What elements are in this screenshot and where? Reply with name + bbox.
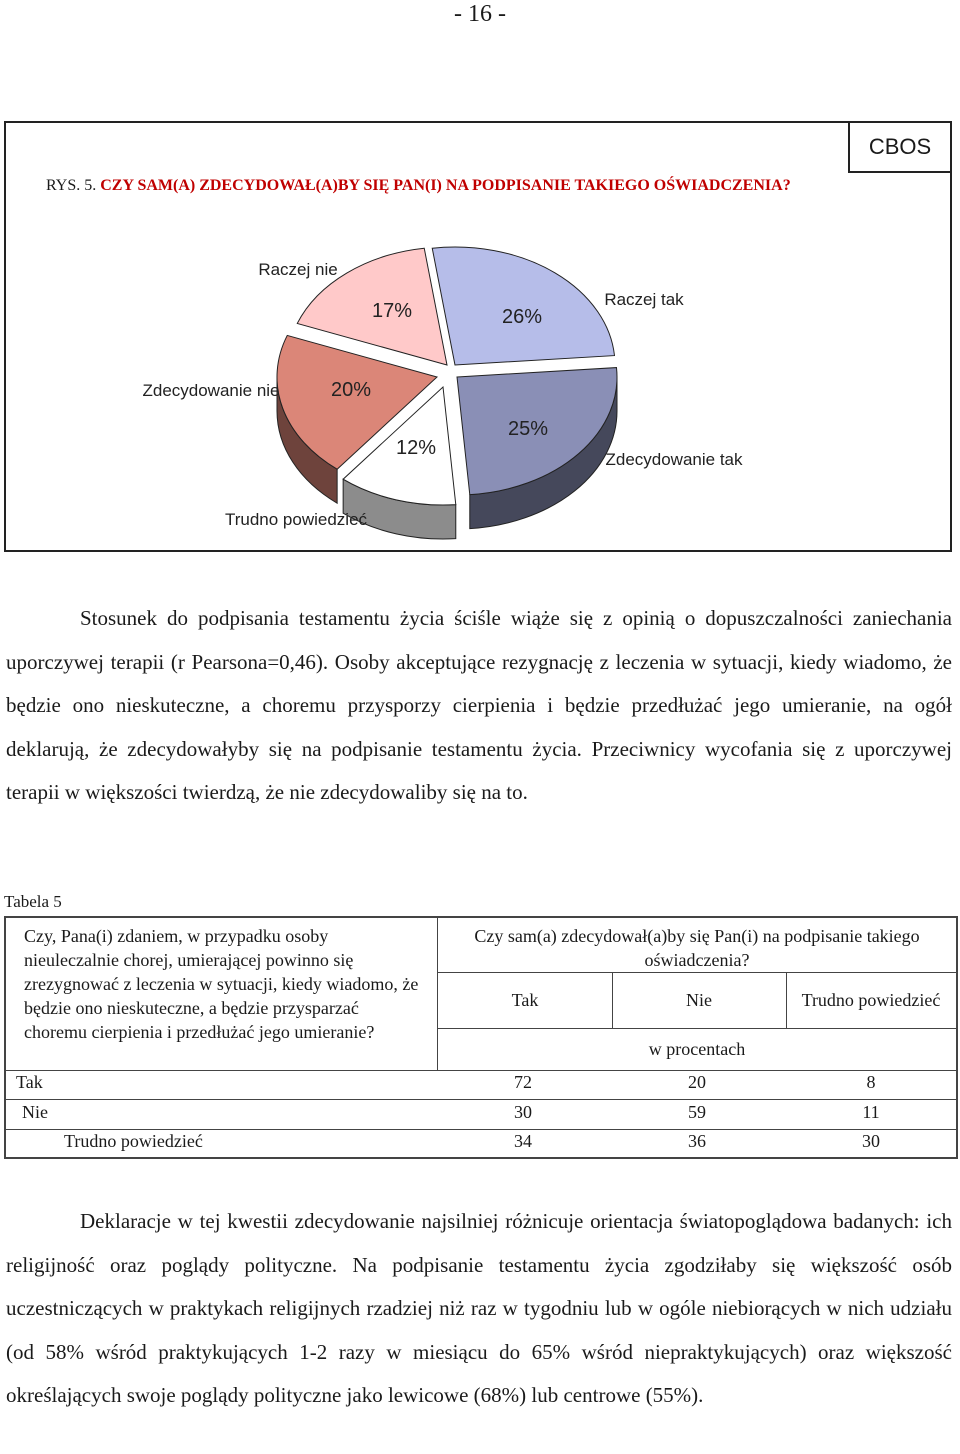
table-row: [6, 1129, 956, 1158]
pie-category-label: Raczej nie: [258, 260, 338, 279]
pie-category-label: Trudno powiedzieć: [224, 510, 368, 529]
figure-question: CZY SAM(A) ZDECYDOWAŁ(A)BY SIĘ PAN(I) NA PODPISANIE TAKIEGO OŚWIADCZENIA?: [100, 177, 791, 194]
row-label: Tak: [16, 1072, 43, 1092]
table-row: [6, 1100, 956, 1130]
table-row: [6, 1070, 956, 1100]
paragraph-1: Stosunek do podpisania testamentu życia ściśle wiąże się z opinią o dopuszczalności zaniechania uporczywej terapii (r Pearsona=0,46). Osoby akceptujące rezygnację z leczenia w sytuacji, kiedy wiadomo, że będzie ono nieskuteczne, a choremu przysporzy cierpienia i będzie przedłużać jego umieranie, na ogół deklarują, że zdecydowałyby się na podpisanie testamentu życia. Przeciwnicy wycofania się z uporczywej terapii w większości twierdzą, że nie zdecydowaliby się na to.: [6, 606, 952, 804]
table-cell: 72: [514, 1072, 532, 1092]
pie-value-label: 26%: [501, 306, 543, 328]
pie-category-label: Zdecydowanie nie: [142, 381, 280, 400]
row-label: Nie: [22, 1102, 48, 1122]
figure: [4, 121, 952, 552]
row-question: Czy, Pana(i) zdaniem, w przypadku osoby nieuleczalnie chorej, umierającej powinno się zrezygnować z leczenia w sytuacji, kiedy wiadomo, że będzie ono nieskuteczne, a będzie przysparzać choremu cierpienia i przedłużać jego umieranie?: [24, 926, 419, 1042]
data-table: [4, 916, 958, 1159]
table-header: [6, 918, 956, 1071]
table-cell: 20: [688, 1072, 706, 1092]
table-cell: 34: [514, 1131, 532, 1151]
pie-value-label: 12%: [395, 437, 437, 459]
table-cell: 30: [862, 1131, 880, 1151]
column-header-trudno: Trudno powiedzieć: [801, 990, 941, 1010]
pie-category-label: Zdecydowanie tak: [605, 450, 743, 469]
table-cell: 36: [688, 1131, 706, 1151]
pie-value-label: 20%: [330, 379, 372, 401]
pie-value-label: 25%: [507, 418, 549, 440]
table-cell: 59: [688, 1102, 706, 1122]
page-number: - 16 -: [454, 1, 506, 27]
column-header-tak: Tak: [511, 989, 539, 1010]
figure-number: RYS. 5.: [46, 177, 97, 194]
column-header-nie: Nie: [686, 989, 712, 1010]
pie-category-label: Raczej tak: [604, 290, 684, 309]
table-cell: 11: [862, 1102, 880, 1122]
column-question: Czy sam(a) zdecydował(a)by się Pan(i) na podpisanie takiego oświadczenia?: [474, 926, 920, 970]
table-caption: Tabela 5: [4, 892, 62, 911]
pie-chart: [6, 123, 950, 550]
cbos-label: CBOS: [848, 121, 952, 173]
pie-value-label: 17%: [371, 300, 413, 322]
row-label: Trudno powiedzieć: [64, 1131, 203, 1151]
table-cell: 30: [514, 1102, 532, 1122]
paragraph-2: Deklaracje w tej kwestii zdecydowanie najsilniej różnicuje orientacja światopoglądowa badanych: ich religijność oraz poglądy polityczne. Na podpisanie testamentu życia zgodziłaby się większość osób uczestniczących w praktykach religijnych rzadziej niż raz w tygodniu lub w ogóle niebiorących w nich udziału (od 58% wśród praktykujących 1-2 razy w miesiącu do 65% wśród niepraktykujących) oraz większość określających swoje poglądy polityczne jako lewicowe (68%) lub centrowe (55%).: [6, 1209, 952, 1407]
table-cell: 8: [866, 1072, 876, 1092]
unit-label: w procentach: [648, 1038, 746, 1059]
